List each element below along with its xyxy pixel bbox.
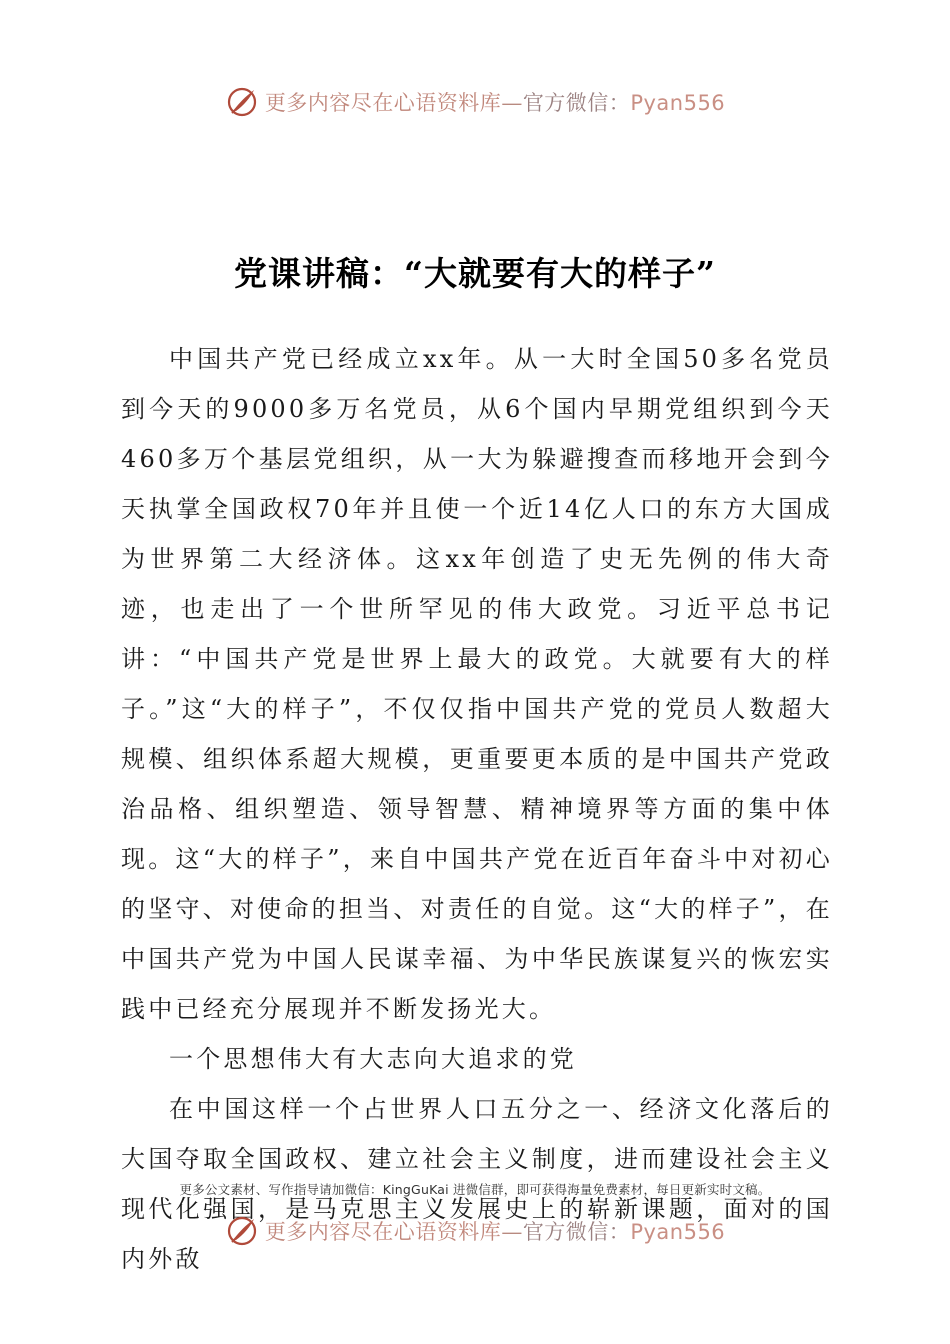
banner-account: Pyan556 — [630, 91, 726, 115]
quill-logo-icon — [225, 1214, 259, 1248]
paragraph: 中国共产党已经成立xx年。从一大时全国50多名党员到今天的9000多万名党员，从6个国内早期党组织到今天460多万个基层党组织，从一大为躲避搜查而移地开会到今天执掌全国政权70年并且使一个近14亿人口的东方大国成为世界第二大经济体。这xx年创造了史无先例的伟大奇迹，也走出了一个世所罕见的伟大政党。习近平总书记讲：“中国共产党是世界上最大的政党。大就要有大的样子。”这“大的样子”，不仅仅指中国共产党的党员人数超大规模、组织体系超大规模，更重要更本质的是中国共产党政治品格、组织塑造、领导智慧、精神境界等方面的集中体现。这“大的样子”，来自中国共产党在近百年奋斗中对初心的坚守、对使命的担当、对责任的自觉。这“大的样子”，在中国共产党为中国人民谋幸福、为中华民族谋复兴的恢宏实践中已经充分展现并不断发扬光大。 — [121, 345, 833, 1023]
banner-wechat-label: 官方微信： — [522, 91, 631, 115]
footer-banner — [0, 1211, 950, 1251]
banner-brand: 更多内容尽在心语资料库 — [264, 91, 502, 115]
quill-logo-icon — [225, 85, 259, 119]
banner-text — [265, 1216, 725, 1246]
document-body — [121, 334, 833, 1284]
banner-brand: 更多内容尽在心语资料库 — [264, 1220, 502, 1244]
header-banner — [0, 82, 950, 122]
banner-separator: — — [501, 91, 523, 115]
paragraph: 在中国这样一个占世界人口五分之一、经济文化落后的大国夺取全国政权、建立社会主义制度，进而建设社会主义现代化强国，是马克思主义发展史上的崭新课题，面对的国内外敌 — [121, 1095, 833, 1273]
document-title: 党课讲稿：“大就要有大的样子” — [234, 254, 716, 293]
banner-wechat-label: 官方微信： — [522, 1220, 631, 1244]
footer-note: 更多公文素材、写作指导请加微信：KingGuKai 进微信群，即可获得海量免费素材，每日更新实时文稿。 — [179, 1182, 771, 1197]
banner-separator: — — [501, 1220, 523, 1244]
section-heading: 一个思想伟大有大志向大追求的党 — [169, 1045, 577, 1073]
banner-account: Pyan556 — [630, 1220, 726, 1244]
banner-text — [265, 87, 725, 117]
